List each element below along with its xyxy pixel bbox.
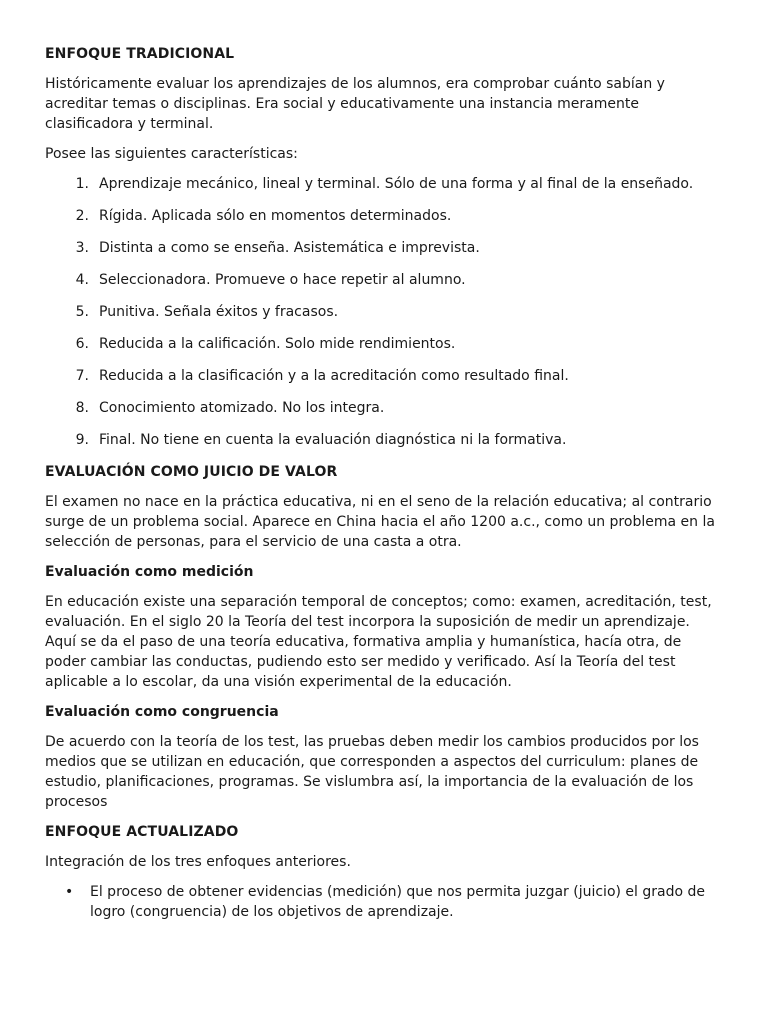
list-item-text: Aprendizaje mecánico, lineal y terminal. Sólo de una forma y al final de la enseñado. bbox=[99, 176, 694, 192]
list-item-number: 8. bbox=[75, 400, 89, 416]
heading-medicion: Evaluación como medición bbox=[45, 564, 254, 580]
list-item-text: Reducida a la clasificación y a la acreditación como resultado final. bbox=[99, 368, 569, 384]
list-item-text: Punitiva. Señala éxitos y fracasos. bbox=[99, 304, 339, 320]
list-item-number: 5. bbox=[75, 304, 89, 320]
list-item-number: 1. bbox=[75, 176, 89, 192]
heading-congruencia: Evaluación como congruencia bbox=[45, 704, 279, 720]
characteristics-list bbox=[45, 174, 722, 450]
list-item-number: 2. bbox=[75, 208, 89, 224]
list-item bbox=[45, 302, 722, 322]
paragraph-medicion: En educación existe una separación temporal de conceptos; como: examen, acreditación, test, evaluación. En el siglo 20 la Teoría del test incorpora la suposición de medir un aprendizaje. Aquí se da el paso de una teoría educativa, formativa amplia y humanística, hacía otra, de poder cambiar las conductas, pudiendo esto ser medido y verificado. Así la Teoría del test aplicable a lo escolar, da una visión experimental de la educación. bbox=[45, 594, 712, 690]
list-item-text: Final. No tiene en cuenta la evaluación diagnóstica ni la formativa. bbox=[99, 432, 567, 448]
list-item-text: El proceso de obtener evidencias (medición) que nos permita juzgar (juicio) el grado de logro (congruencia) de los objetivos de aprendizaje. bbox=[90, 884, 706, 920]
list-item-number: 4. bbox=[75, 272, 89, 288]
paragraph-integracion: Integración de los tres enfoques anteriores. bbox=[45, 854, 351, 870]
bullet-icon: • bbox=[65, 884, 74, 900]
list-item bbox=[45, 270, 722, 290]
list-item-text: Rígida. Aplicada sólo en momentos determinados. bbox=[99, 208, 452, 224]
paragraph-historicamente: Históricamente evaluar los aprendizajes de los alumnos, era comprobar cuánto sabían y acreditar temas o disciplinas. Era social y educativamente una instancia meramente clasificadora y terminal. bbox=[45, 76, 665, 132]
list-item bbox=[45, 206, 722, 226]
paragraph-caracteristicas-intro: Posee las siguientes características: bbox=[45, 146, 298, 162]
list-item-number: 9. bbox=[75, 432, 89, 448]
list-item bbox=[45, 366, 722, 386]
list-item-text: Reducida a la calificación. Solo mide rendimientos. bbox=[99, 336, 456, 352]
list-item bbox=[45, 882, 722, 922]
list-item-number: 6. bbox=[75, 336, 89, 352]
bullet-list bbox=[45, 882, 722, 922]
list-item-text: Seleccionadora. Promueve o hace repetir al alumno. bbox=[99, 272, 466, 288]
list-item bbox=[45, 398, 722, 418]
list-item bbox=[45, 430, 722, 450]
list-item bbox=[45, 334, 722, 354]
heading-juicio-de-valor: EVALUACIÓN COMO JUICIO DE VALOR bbox=[45, 464, 338, 480]
list-item-text: Distinta a como se enseña. Asistemática e imprevista. bbox=[99, 240, 480, 256]
paragraph-congruencia: De acuerdo con la teoría de los test, las pruebas deben medir los cambios producidos por los medios que se utilizan en educación, que corresponden a aspectos del curriculum: planes de estudio, planificaciones, programas. Se vislumbra así, la importancia de la evaluación de los procesos bbox=[45, 734, 699, 810]
list-item bbox=[45, 238, 722, 258]
list-item bbox=[45, 174, 722, 194]
list-item-number: 7. bbox=[75, 368, 89, 384]
heading-enfoque-tradicional: ENFOQUE TRADICIONAL bbox=[45, 46, 235, 62]
heading-enfoque-actualizado: ENFOQUE ACTUALIZADO bbox=[45, 824, 239, 840]
paragraph-examen: El examen no nace en la práctica educativa, ni en el seno de la relación educativa; al contrario surge de un problema social. Aparece en China hacia el año 1200 a.c., como un problema en la selección de personas, para el servicio de una casta a otra. bbox=[45, 494, 715, 550]
list-item-number: 3. bbox=[75, 240, 89, 256]
list-item-text: Conocimiento atomizado. No los integra. bbox=[99, 400, 385, 416]
